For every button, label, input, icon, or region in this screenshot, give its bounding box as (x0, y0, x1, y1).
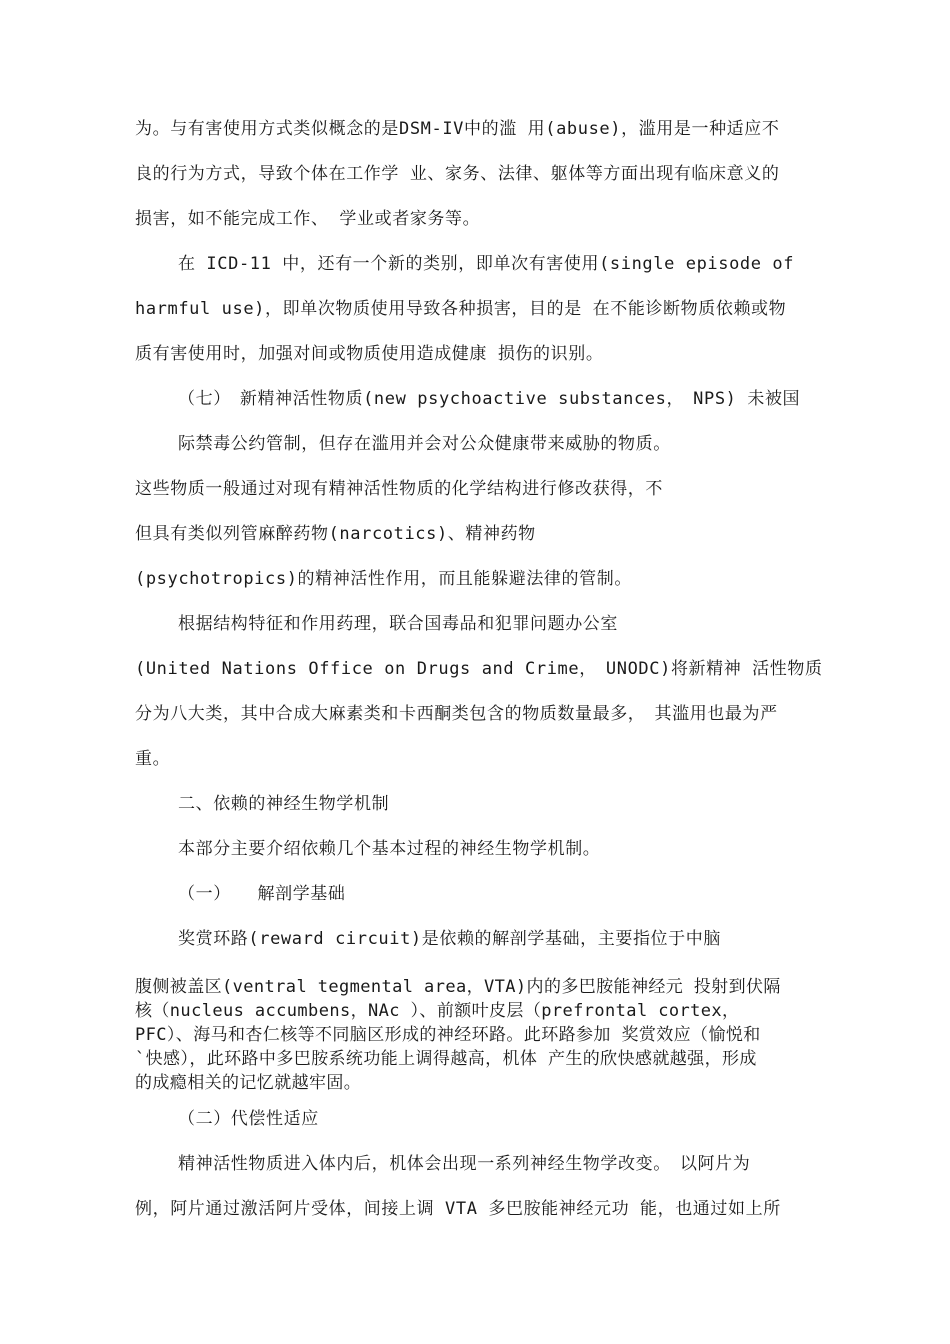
text-line-20: 腹侧被盖区(ventral tegmental area，VTA)内的多巴胺能神经元 投射到伏隔 (135, 977, 781, 997)
text-line-12: 根据结构特征和作用药理，联合国毒品和犯罪问题办公室 (178, 614, 618, 634)
text-line-11: (psychotropics)的精神活性作用，而且能躲避法律的管制。 (135, 569, 632, 589)
text-line-21: 核（nucleus accumbens，NAc ）、前额叶皮层（prefrontal cortex， (135, 1001, 740, 1021)
text-line-2: 良的行为方式，导致个体在工作学 业、家务、法律、躯体等方面出现有临床意义的 (135, 164, 780, 184)
text-line-22: PFC）、海马和杏仁核等不同脑区形成的神经环路。此环路参加 奖赏效应（愉悦和 (135, 1025, 761, 1045)
text-line-13: (United Nations Office on Drugs and Crime， UNODC)将新精神 活性物质 (135, 659, 823, 679)
text-line-9: 这些物质一般通过对现有精神活性物质的化学结构进行修改获得，不 (135, 479, 663, 499)
text-line-7: （七） 新精神活性物质(new psychoactive substances， NPS) 未被国 (178, 389, 801, 409)
text-line-1: 为。与有害使用方式类似概念的是DSM-IV中的滥 用(abuse)，滥用是一种适应不 (135, 119, 780, 139)
subsection-heading-1: （一） 解剖学基础 (178, 884, 346, 904)
text-line-27: 例，阿片通过激活阿片受体，间接上调 VTA 多巴胺能神经元功 能，也通过如上所 (135, 1199, 781, 1219)
text-line-4: 在 ICD-11 中，还有一个新的类别，即单次有害使用(single episode of (178, 254, 795, 274)
text-line-14: 分为八大类，其中合成大麻素类和卡西酮类包含的物质数量最多， 其滥用也最为严 (135, 704, 778, 724)
text-line-17: 本部分主要介绍依赖几个基本过程的神经生物学机制。 (178, 839, 601, 859)
text-line-15: 重。 (135, 749, 171, 769)
text-line-23: `快感），此环路中多巴胺系统功能上调得越高，机体 产生的欣快感就越强，形成 (135, 1049, 757, 1069)
text-line-26: 精神活性物质进入体内后，机体会出现一系列神经生物学改变。 以阿片为 (178, 1154, 751, 1174)
section-heading: 二、依赖的神经生物学机制 (178, 794, 390, 814)
text-line-6: 质有害使用时，加强对间或物质使用造成健康 损伤的识别。 (135, 344, 604, 364)
text-line-5: harmful use)，即单次物质使用导致各种损害，目的是 在不能诊断物质依赖或物 (135, 299, 787, 319)
text-line-24: 的成瘾相关的记忆就越牢固。 (135, 1073, 362, 1093)
text-line-19: 奖赏环路(reward circuit)是依赖的解剖学基础，主要指位于中脑 (178, 929, 721, 949)
text-line-3: 损害，如不能完成工作、 学业或者家务等。 (135, 209, 481, 229)
text-line-10: 但具有类似列管麻醉药物(narcotics)、精神药物 (135, 524, 536, 544)
subsection-heading-2: （二）代偿性适应 (178, 1109, 319, 1129)
text-line-8: 际禁毒公约管制，但存在滥用并会对公众健康带来威胁的物质。 (178, 434, 671, 454)
